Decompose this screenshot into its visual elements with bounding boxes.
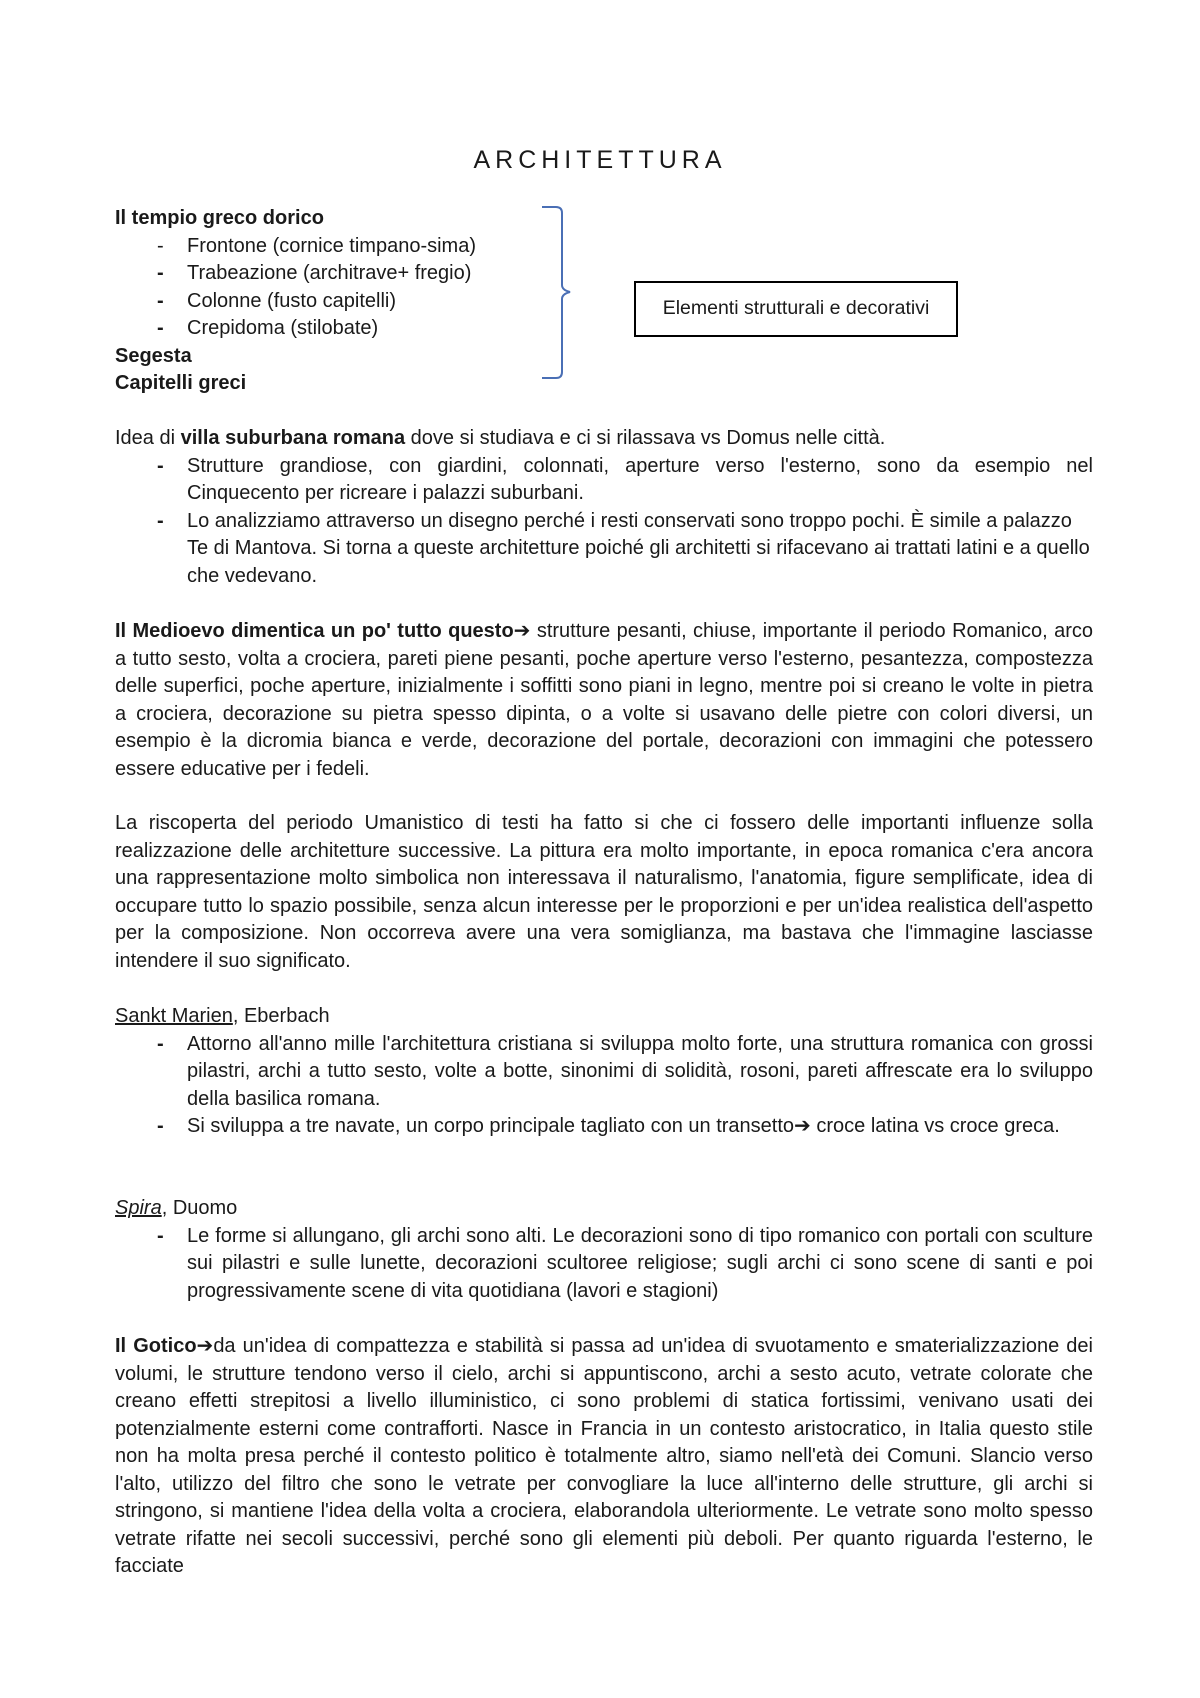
paragraph-umanistico: La riscoperta del periodo Umanistico di testi ha fatto si che ci fossero delle importanti influenze solla realizzazione delle architetture successive. La pittura era molto importante, in epoca romanica c'era ancora una rappresentazione molto simbolica non interessava il naturalismo, l'anatomia, figure semplificate, idea di occupare tutto lo spazio possibile, senza alcun interesse per le proporzioni e per un'idea realistica dell'aspetto per la composizione. Non occorreva avere una vera somiglianza, ma bastava che l'immagine lasciasse intendere il suo significato. — [115, 812, 1093, 972]
list-item: - Frontone (cornice timpano-sima) — [115, 233, 1093, 261]
heading-tempio-greco: Il tempio greco dorico — [115, 207, 324, 229]
list-item: - Strutture grandiose, con giardini, colonnati, aperture verso l'esterno, sono da esempio nel Cinquecento per ricreare i palazzi suburbani. — [115, 453, 1093, 508]
section-umanistico — [115, 810, 1093, 975]
curly-bracket — [540, 205, 580, 380]
villa-intro: Idea di villa suburbana romana dove si studiava e ci si rilassava vs Domus nelle città. — [115, 427, 886, 449]
section-medioevo — [115, 618, 1093, 783]
paragraph-gotico: Il Gotico➔da un'idea di compattezza e stabilità si passa ad un'idea di svuotamento e smaterializzazione dei volumi, le strutture tendono verso il cielo, archi si appuntiscono, archi a sesto acuto, vetrate colorate che creano effetti strepitosi a livello illuministico, ci sono problemi di statica fortissimi, venivano usati dei potenzialmente esterni come contrafforti. Nasce in Francia in un contesto aristocratico, in Italia questo stile non ha molta presa perché il contesto politico è totalmente altro, siamo nell'età dei Comuni. Slancio verso l'alto, utilizzo del filtro che sono le vetrate per convogliare la luce all'interno delle strutture, gli archi si stringono, si mantiene l'idea della volta a crociera, elaborandola ulteriormente. Le vetrate sono molto spesso vetrate rifatte nei secoli successivi, perché sono gli elementi più deboli. Per quanto riguarda l'esterno, le facciate — [115, 1335, 1093, 1577]
list-item: - Le forme si allungano, gli archi sono alti. Le decorazioni sono di tipo romanico con portali con sculture sui pilastri e sulle lunette, decorazioni scultoree religiose; sugli archi ci sono scene di santi e poi progressivamente scene di vita quotidiana (lavori e stagioni) — [115, 1223, 1093, 1306]
list-item: - Attorno all'anno mille l'architettura cristiana si sviluppa molto forte, una struttura romanica con grossi pilastri, archi a tutto sesto, volte a botte, sinonimi di solidità, rosoni, pareti affrescate era lo sviluppo della basilica romana. — [115, 1031, 1093, 1114]
page-title: ARCHITETTURA — [473, 146, 727, 174]
elements-label-box: Elementi strutturali e decorativi — [634, 281, 958, 337]
villa-bold: villa suburbana romana — [180, 427, 406, 449]
paragraph-medioevo: Il Medioevo dimentica un po' tutto questo➔ strutture pesanti, chiuse, importante il periodo Romanico, arco a tutto sesto, volta a crociera, pareti piene pesanti, poche aperture verso l'esterno, pesantezza, compostezza delle superfici, poche aperture, inizialmente i soffitti sono piani in legno, mentre poi si creano le volte in pietra a crociera, decorazione su pietra spesso dipinta, o a volte si usavano delle pietre con colori diversi, un esempio è la dicromia bianca e verde, decorazione del portale, decorazioni con immagini che potessero essere educative per i fedeli. — [115, 620, 1093, 780]
heading-spira: Spira, Duomo — [115, 1197, 238, 1219]
list-item: - Trabeazione (architrave+ fregio) — [115, 260, 1093, 288]
list-item: - Si sviluppa a tre navate, un corpo principale tagliato con un transetto➔ croce latina vs croce greca. — [115, 1113, 1093, 1141]
arrow-icon: ➔ — [196, 1335, 214, 1357]
list-item: - Colonne (fusto capitelli) — [115, 288, 1093, 316]
heading-sankt-marien: Sankt Marien, Eberbach — [115, 1005, 330, 1027]
section-gotico — [115, 1333, 1093, 1581]
heading-segesta: Segesta — [115, 344, 192, 367]
arrow-icon: ➔ — [794, 1115, 811, 1137]
heading-capitelli: Capitelli greci — [115, 372, 247, 394]
section-sankt-marien — [115, 1003, 1093, 1141]
list-item: - Crepidoma (stilobate) — [115, 315, 1093, 343]
section-villa — [115, 425, 1093, 590]
arrow-icon: ➔ — [513, 620, 531, 642]
section-spira — [115, 1195, 1093, 1305]
list-item: - Lo analizziamo attraverso un disegno perché i resti conservati sono troppo pochi. È simile a palazzo Te di Mantova. Si torna a queste architetture poiché gli architetti si rifacevano ai trattati latini e a quello che vedevano. — [115, 508, 1093, 591]
